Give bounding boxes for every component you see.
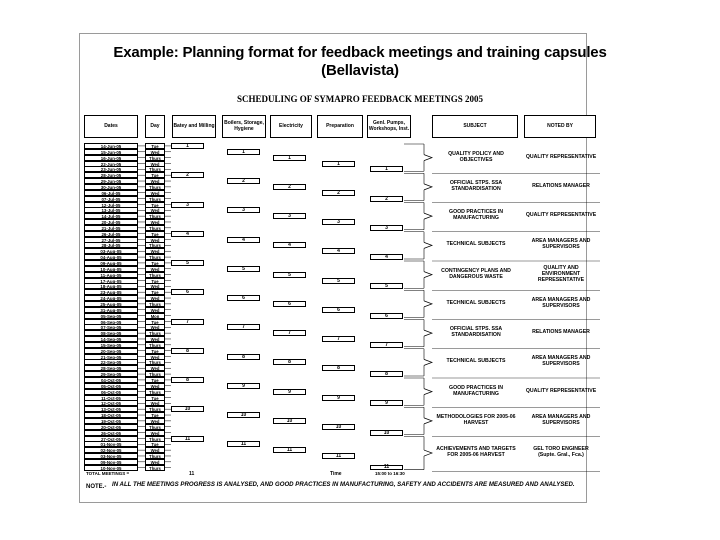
date-cell: 07-Sep-05 [84,324,138,330]
day-cell: Wed [145,283,165,289]
bracket-arrow-icon [424,359,432,365]
group-subject: TECHNICAL SUBJECTS [446,358,506,365]
date-cell: 28-Sep-05 [84,365,138,371]
header-boilers-storage-hygiene: Boilers, Storage, Hygiene [222,115,266,138]
date-cell: 09-Nov-05 [84,459,138,465]
day-cell: Tue [145,319,165,325]
group-noted-by: AREA MANAGERS AND SUPERVISORS [531,296,591,309]
meeting-slot: 8 [273,359,306,365]
day-cell: Thurs [145,272,165,278]
date-cell: 03-Aug-05 [84,248,138,254]
day-cell: Wed [145,365,165,371]
group-noted-by: AREA MANAGERS AND SUPERVISORS [531,238,591,251]
meeting-slot: 3 [370,225,403,231]
group-subject: ACHIEVEMENTS AND TARGETS FOR 2005-06 HARVEST [436,446,516,459]
meeting-slot: 10 [227,412,260,418]
meeting-slot: 3 [171,202,204,208]
group-subject: QUALITY POLICY AND OBJECTIVES [448,150,504,163]
total-slot-value: 11 [370,465,403,470]
day-cell: Wed [145,447,165,453]
day-cell: Wed [145,178,165,184]
page-title-location: (Bellavista) [321,62,399,79]
day-cell: Wed [145,400,165,406]
day-cell: Tue [145,441,165,447]
day-cell: Thurs [145,359,165,365]
meeting-slot: 10 [370,430,403,436]
date-cell: 12-Jul-05 [84,202,138,208]
date-cell: 22-Sep-05 [84,359,138,365]
day-cell: Thurs [145,389,165,395]
group-noted-by: RELATIONS MANAGER [532,329,590,336]
header-noted-by: NOTED BY [524,115,596,138]
day-cell: Thurs [145,213,165,219]
meeting-slot: 1 [370,166,403,172]
meeting-slot: 7 [322,336,355,342]
date-cell: 23-Jun-05 [84,166,138,172]
meeting-slot: 9 [273,389,306,395]
date-cell: 27-Jul-05 [84,237,138,243]
day-cell: Wed [145,295,165,301]
group-subject: TECHNICAL SUBJECTS [446,299,506,306]
meeting-slot: 4 [273,242,306,248]
date-cell: 30-Jun-05 [84,184,138,190]
group-noted-by: QUALITY REPRESENTATIVE [525,153,597,160]
day-cell: Thurs [145,406,165,412]
day-cell: Thurs [145,424,165,430]
meeting-slot: 5 [171,260,204,266]
date-cell: 22-Jun-05 [84,161,138,167]
day-cell: Tue [145,143,165,149]
group-noted-by: QUALITY AND ENVIRONMENT REPRESENTATIVE [537,264,585,283]
header-day: Day [145,115,165,138]
date-cell: 01-Nov-05 [84,441,138,447]
group-noted-by: AREA MANAGERS AND SUPERVISORS [531,355,591,368]
date-cell: 11-Aug-05 [84,272,138,278]
bracket-arrow-icon [424,272,432,278]
date-cell: 28-Jul-05 [84,242,138,248]
day-cell: Wed [145,266,165,272]
meeting-slot: 8 [227,354,260,360]
bracket-arrow-icon [424,184,432,190]
date-cell: 06-Oct-05 [84,389,138,395]
date-cell: 15-Jun-05 [84,149,138,155]
date-cell: 10-Nov-05 [84,465,138,471]
bracket-arrow-icon [424,450,432,456]
date-cell: 06-Jul-05 [84,190,138,196]
day-cell: Wed [145,248,165,254]
date-cell: 11-Oct-05 [84,395,138,401]
meeting-slot: 7 [273,330,306,336]
meeting-slot: 8 [370,371,403,377]
header-subject: SUBJECT [432,115,518,138]
meeting-slot: 6 [227,295,260,301]
meeting-slot: 2 [171,172,204,178]
note-text: IN ALL THE MEETINGS PROGRESS IS ANALYSED, AND GOOD PRACTICES IN MANUFACTURING, SAFETY AND ACCIDENTS ARE MEASURED AND ANALYSED. [112,481,575,488]
meeting-slot: 8 [171,377,204,383]
date-cell: 04-Oct-05 [84,377,138,383]
date-cell: 14-Jul-05 [84,213,138,219]
date-cell: 12-Oct-05 [84,400,138,406]
meeting-slot: 5 [227,266,260,272]
day-cell: Wed [145,459,165,465]
meeting-slot: 7 [227,324,260,330]
bracket-arrow-icon [424,242,432,248]
date-cell: 07-Jul-05 [84,196,138,202]
bracket-arrow-icon [424,330,432,336]
meeting-slot: 10 [322,424,355,430]
date-cell: 25-Aug-05 [84,301,138,307]
meeting-slot: 7 [171,319,204,325]
day-cell: Wed [145,307,165,313]
day-cell: Tue [145,377,165,383]
meeting-slot: 1 [227,149,260,155]
day-cell: Thurs [145,371,165,377]
date-cell: 24-Aug-05 [84,295,138,301]
date-cell: 04-Aug-05 [84,254,138,260]
date-cell: 23-Aug-05 [84,289,138,295]
date-cell: 21-Sep-05 [84,354,138,360]
meeting-slot: 5 [273,272,306,278]
header-dates: Dates [84,115,138,138]
date-cell: 29-Jun-05 [84,178,138,184]
group-subject: METHODOLOGIES FOR 2005-06 HARVEST [436,413,516,426]
day-cell: Tue [145,202,165,208]
date-cell: 26-Oct-05 [84,430,138,436]
bracket-arrow-icon [424,418,432,424]
meeting-slot: 1 [273,155,306,161]
total-meetings-label: TOTAL MEETINGS = [86,471,130,476]
meeting-slot: 8 [322,365,355,371]
day-cell: Tue [145,289,165,295]
day-cell: Thurs [145,184,165,190]
meeting-slot: 3 [273,213,306,219]
meeting-slot: 11 [273,447,306,453]
header-electricity: Electricity [270,115,312,138]
date-cell: 15-Sep-05 [84,342,138,348]
meeting-slot: 10 [273,418,306,424]
date-cell: 16-Jun-05 [84,155,138,161]
note-label: NOTE.- [86,484,107,490]
meeting-slot: 4 [227,237,260,243]
day-cell: Wed [145,430,165,436]
day-cell: Wed [145,383,165,389]
day-cell: Wed [145,161,165,167]
day-cell: Thurs [145,242,165,248]
date-cell: 19-Oct-05 [84,418,138,424]
group-subject: GOOD PRACTICES IN MANUFACTURING [449,384,503,397]
date-cell: 08-Sep-05 [84,330,138,336]
group-noted-by: QUALITY REPRESENTATIVE [525,212,597,219]
day-cell: Thurs [145,342,165,348]
bracket-arrow-icon [424,213,432,219]
date-cell: 03-Nov-05 [84,453,138,459]
day-cell: Tue [145,260,165,266]
date-cell: 18-Aug-05 [84,283,138,289]
day-cell: Wed [145,207,165,213]
schedule-heading: SCHEDULING OF SYMAPRO FEEDBACK MEETINGS 2005 [237,94,483,104]
date-cell: 18-Oct-05 [84,412,138,418]
header-genl-pumps: Genl. Pumps, Workshops, Inst. [367,115,411,138]
day-cell: Thurs [145,196,165,202]
meeting-slot: 4 [322,248,355,254]
meeting-slot: 2 [370,196,403,202]
date-cell: 28-Jun-05 [84,172,138,178]
meeting-slot: 9 [227,383,260,389]
meeting-slot: 7 [370,342,403,348]
meeting-slot: 2 [227,178,260,184]
date-cell: 20-Jul-05 [84,219,138,225]
meeting-slot: 3 [322,219,355,225]
day-cell: Tue [145,412,165,418]
day-cell: Mon [145,313,165,319]
meeting-slot: 9 [322,395,355,401]
day-cell: Wed [145,354,165,360]
header-batey-milling: Batey and Milling [172,115,216,138]
meeting-slot: 3 [227,207,260,213]
group-noted-by: GEL TORO ENGINEER (Supte. Gral., Fca.) [533,446,589,459]
meeting-slot: 5 [370,283,403,289]
group-noted-by: QUALITY REPRESENTATIVE [525,387,597,394]
date-cell: 17-Aug-05 [84,278,138,284]
meeting-slot: 2 [273,184,306,190]
meeting-slot: 6 [171,289,204,295]
date-cell: 27-Oct-05 [84,436,138,442]
total-meetings-value: 11 [189,471,195,477]
meeting-slot: 1 [322,161,355,167]
day-cell: Thurs [145,465,165,471]
day-cell: Thurs [145,254,165,260]
day-cell: Thurs [145,301,165,307]
page-title: Example: Planning format for feedback meetings and training capsules [113,44,607,61]
day-cell: Thurs [145,225,165,231]
date-cell: 21-Jul-05 [84,225,138,231]
day-cell: Thurs [145,166,165,172]
time-label: Time [330,471,342,477]
bracket-arrow-icon [424,301,432,307]
group-subject: TECHNICAL SUBJECTS [446,241,506,248]
meeting-slot: 9 [370,400,403,406]
meeting-slot: 11 [227,441,260,447]
date-cell: 14-Sep-05 [84,336,138,342]
day-cell: Tue [145,395,165,401]
group-subject: OFFICIAL STPS. SSA STANDARDISATION [449,326,503,339]
date-cell: 05-Sep-05 [84,313,138,319]
day-cell: Wed [145,324,165,330]
meeting-slot: 11 [171,436,204,442]
day-cell: Wed [145,418,165,424]
day-cell: Tue [145,348,165,354]
day-cell: Wed [145,190,165,196]
meeting-slot: 6 [370,313,403,319]
bracket-arrow-icon [424,389,432,395]
meeting-slot: 1 [171,143,204,149]
group-subject: GOOD PRACTICES IN MANUFACTURING [449,209,503,222]
date-cell: 13-Jul-05 [84,207,138,213]
meeting-slot: 6 [322,307,355,313]
day-cell: Tue [145,231,165,237]
day-cell: Thurs [145,453,165,459]
date-cell: 14-Jun-05 [84,143,138,149]
group-subject: CONTINGENCY PLANS AND DANGEROUS WASTE [441,267,511,280]
meeting-slot: 11 [322,453,355,459]
meeting-slot: 4 [370,254,403,260]
date-cell: 05-Oct-05 [84,383,138,389]
day-cell: Wed [145,336,165,342]
meeting-slot: 8 [171,348,204,354]
group-noted-by: RELATIONS MANAGER [532,182,590,189]
group-noted-by: AREA MANAGERS AND SUPERVISORS [531,413,591,426]
date-cell: 26-Jul-05 [84,231,138,237]
group-subject: OFFICIAL STPS. SSA STANDARDISATION [449,179,503,192]
date-cell: 09-Aug-05 [84,260,138,266]
meeting-slot: 5 [322,278,355,284]
day-cell: Tue [145,278,165,284]
time-value: 15:00 to 16:30 [375,471,405,476]
date-cell: 29-Sep-05 [84,371,138,377]
date-cell: 06-Sep-05 [84,319,138,325]
date-cell: 02-Nov-05 [84,447,138,453]
header-preparation: Preparation [317,115,363,138]
day-cell: Thurs [145,330,165,336]
meeting-slot: 6 [273,301,306,307]
meeting-slot: 2 [322,190,355,196]
date-cell: 10-Aug-05 [84,266,138,272]
day-cell: Thurs [145,155,165,161]
day-cell: Wed [145,219,165,225]
meeting-slot: 10 [171,406,204,412]
date-cell: 31-Aug-05 [84,307,138,313]
day-cell: Thurs [145,436,165,442]
meeting-slot: 4 [171,231,204,237]
day-cell: Wed [145,149,165,155]
date-cell: 13-Oct-05 [84,406,138,412]
day-cell: Tue [145,172,165,178]
bracket-arrow-icon [424,155,432,161]
date-cell: 20-Oct-05 [84,424,138,430]
day-cell: Wed [145,237,165,243]
date-cell: 20-Sep-05 [84,348,138,354]
